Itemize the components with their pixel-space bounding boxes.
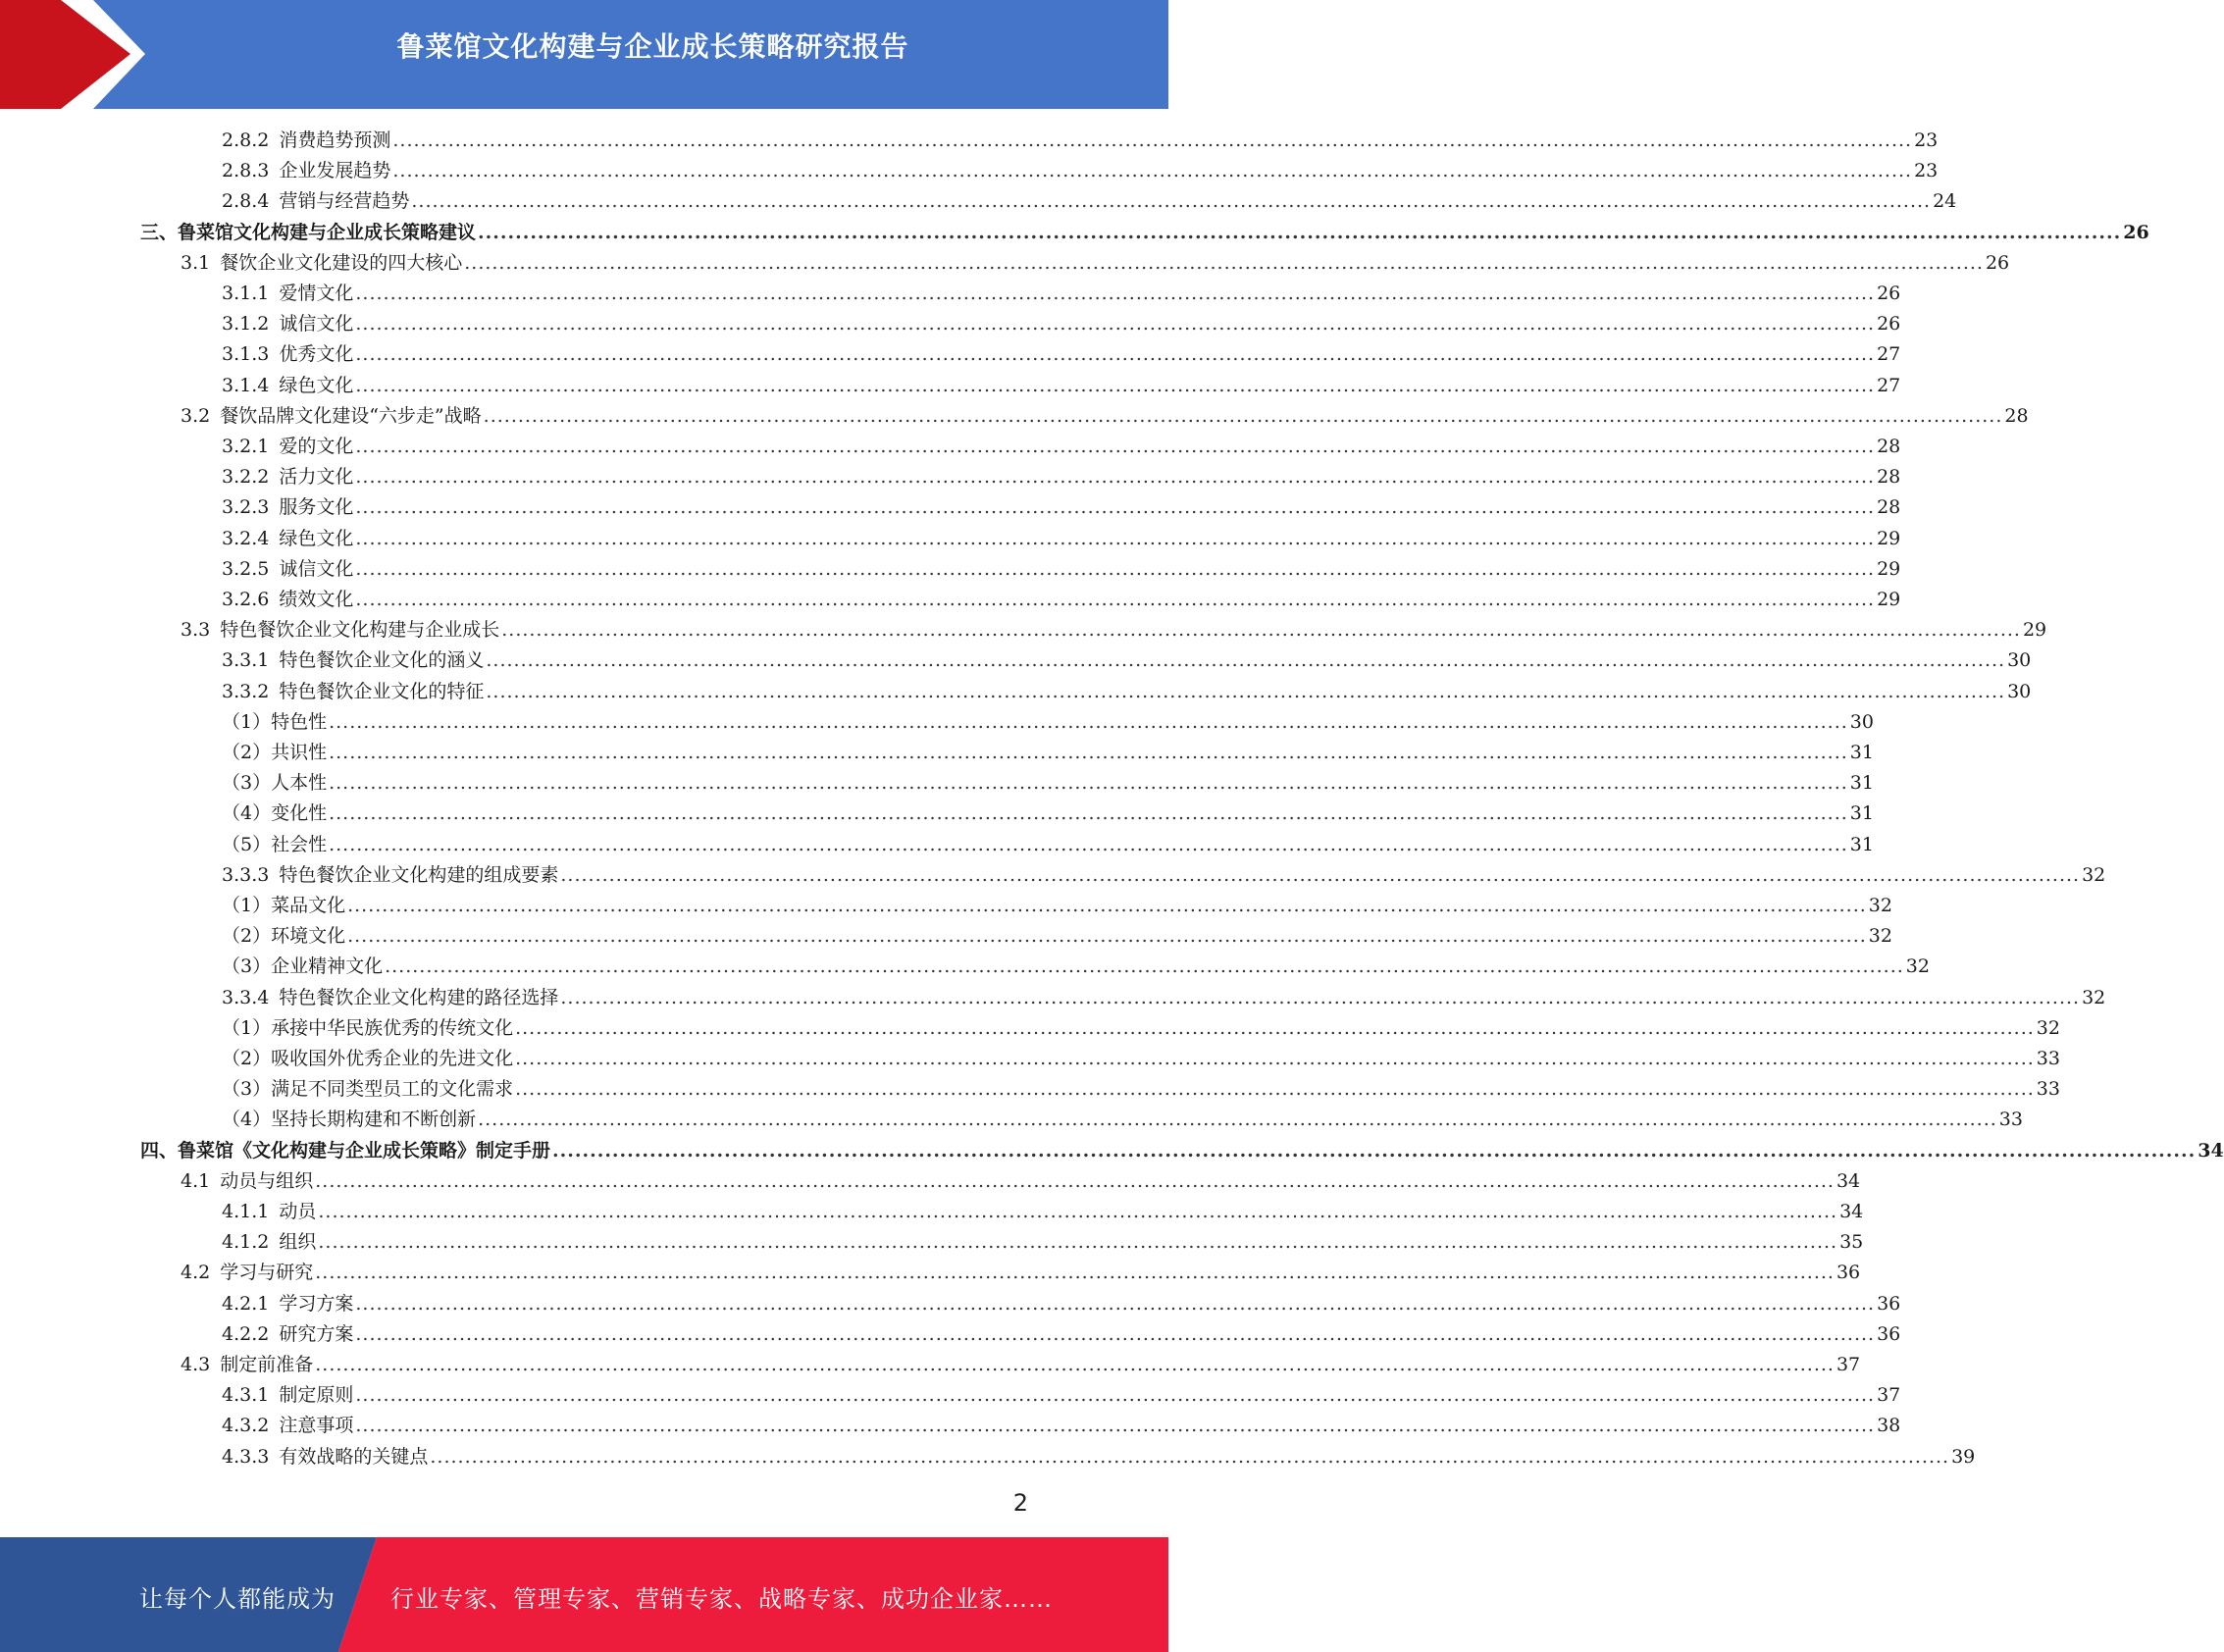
toc-entry-page: 32 [2036,1016,2060,1039]
toc-entry-title: 四、鲁菜馆《文化构建与企业成长策略》制定手册 [140,1139,551,1162]
toc-entry-number: 3.3.4 [222,986,270,1008]
toc-dot-leader: ............................................................................................................................................................................................................................ [560,986,2081,1008]
toc-entry-page: 35 [1839,1231,1864,1254]
toc-entry-number: 4.3 [181,1354,211,1375]
toc-entry-title: 特色餐饮企业文化构建与企业成长 [220,619,500,642]
toc-entry-page: 34 [2198,1139,2224,1162]
toc-entry[interactable] [222,432,1901,462]
toc-entry[interactable] [222,186,1957,217]
toc-entry-title: 餐饮企业文化建设的四大核心 [220,251,463,274]
toc-entry-title: 学习与研究 [220,1262,314,1284]
toc-dot-leader: ............................................................................................................................................................................................................................ [347,925,1867,948]
toc-entry-page: 32 [1905,955,1930,978]
toc-entry[interactable] [181,1166,1861,1197]
toc-entry-number: 2.8.2 [222,129,270,151]
toc-entry-page: 33 [2036,1048,2060,1069]
toc-entry-title: 学习方案 [279,1292,354,1315]
toc-entry-page: 38 [1877,1415,1901,1437]
toc-entry[interactable] [222,1380,1901,1411]
toc-entry-number: 3.2.4 [222,527,270,549]
toc-entry-page: 30 [2007,680,2032,702]
toc-dot-leader: ............................................................................................................................................................................................................................ [329,742,1848,763]
toc-entry-page: 31 [1849,802,1874,825]
toc-entry-page: 26 [1877,283,1901,304]
toc-entry-page: 30 [2007,649,2032,672]
toc-entry-title: 特色餐饮企业文化的特征 [279,680,485,702]
toc-entry-page: 30 [1849,710,1874,733]
toc-entry-title: 绿色文化 [279,374,354,396]
toc-entry[interactable] [222,830,1874,860]
toc-entry-title: 绿色文化 [279,527,354,549]
toc-dot-leader: ............................................................................................................................................................................................................................ [318,1231,1838,1254]
toc-entry-number: 4.2.2 [222,1322,270,1345]
toc-entry-title: 注意事项 [279,1415,354,1437]
toc-entry-number: 3.3 [181,619,211,642]
toc-dot-leader: ............................................................................................................................................................................................................................ [355,527,1876,549]
toc-entry-title: （5）社会性 [222,833,328,855]
toc-entry[interactable] [222,309,1901,339]
toc-entry-title: （1）菜品文化 [222,895,346,916]
toc-dot-leader: ............................................................................................................................................................................................................................ [486,649,2006,672]
toc-entry-page: 26 [1985,251,2010,274]
toc-entry-page: 33 [2036,1078,2060,1101]
toc-entry-page: 32 [1868,925,1892,948]
toc-entry[interactable] [222,126,1939,156]
toc-entry-page: 32 [2082,986,2106,1008]
toc-entry-title: （4）坚持长期构建和不断创新 [222,1109,477,1131]
toc-entry-number: 4.3.3 [222,1445,270,1468]
toc-entry[interactable] [181,401,2029,432]
toc-entry[interactable] [222,1074,2060,1105]
toc-dot-leader: ............................................................................................................................................................................................................................ [515,1048,2035,1069]
toc-entry-page: 37 [1877,1384,1901,1407]
toc-entry-page: 29 [1877,557,1901,580]
toc-entry-title: 优秀文化 [279,343,354,366]
toc-entry-title: 绩效文化 [279,589,354,610]
toc-entry[interactable] [181,248,2010,279]
toc-dot-leader: ............................................................................................................................................................................................................................ [552,1139,2197,1162]
toc-dot-leader: ............................................................................................................................................................................................................................ [355,589,1876,610]
toc-dot-leader: ............................................................................................................................................................................................................................ [411,190,1932,213]
toc-dot-leader: ............................................................................................................................................................................................................................ [355,1322,1876,1345]
toc-entry-number: 3.2.3 [222,496,270,519]
toc-dot-leader: ............................................................................................................................................................................................................................ [355,466,1876,489]
toc-entry[interactable] [222,891,1892,921]
toc-entry-page: 28 [1877,466,1901,489]
toc-dot-leader: ............................................................................................................................................................................................................................ [515,1078,2035,1101]
toc-entry[interactable] [222,339,1901,370]
toc-dot-leader: ............................................................................................................................................................................................................................ [355,496,1876,519]
toc-entry-title: （2）吸收国外优秀企业的先进文化 [222,1048,514,1069]
toc-entry-title: 营销与经营趋势 [279,190,410,213]
toc-entry-title: 特色餐饮企业文化的涵义 [279,649,485,672]
toc-dot-leader: ............................................................................................................................................................................................................................ [329,772,1848,795]
toc-entry[interactable] [222,921,1892,952]
toc-entry[interactable] [181,1350,1861,1380]
toc-entry-number: 3.3.2 [222,680,270,702]
toc-entry-page: 36 [1877,1322,1901,1345]
toc-entry[interactable] [222,645,2032,676]
toc-entry-number: 4.1 [181,1169,211,1192]
toc-entry-number: 3.2.5 [222,557,270,580]
toc-entry-number: 4.1.2 [222,1231,270,1254]
toc-entry-title: （2）共识性 [222,742,328,763]
toc-entry[interactable] [222,738,1874,768]
toc-dot-leader: ............................................................................................................................................................................................................................ [355,557,1876,580]
toc-entry[interactable] [222,768,1874,799]
toc-dot-leader: ............................................................................................................................................................................................................................ [315,1354,1835,1375]
toc-entry-page: 39 [1951,1445,1976,1468]
toc-entry[interactable] [222,1044,2060,1074]
toc-entry-page: 29 [1877,589,1901,610]
toc-entry[interactable] [222,1411,1901,1441]
toc-entry-title: 服务文化 [279,496,354,519]
toc-entry-title: 爱情文化 [279,283,354,304]
toc-entry-page: 28 [2004,404,2029,427]
toc-dot-leader: ............................................................................................................................................................................................................................ [355,283,1876,304]
toc-entry[interactable] [222,860,2106,891]
toc-entry-number: 3.2.2 [222,466,270,489]
toc-entry-title: （2）环境文化 [222,925,346,948]
toc-entry-title: 有效战略的关键点 [279,1445,429,1468]
page-number: 2 [1012,1489,1028,1517]
toc-entry[interactable] [140,218,2149,248]
toc-entry-number: 4.2.1 [222,1292,270,1315]
toc-entry-page: 24 [1933,190,1957,213]
toc-dot-leader: ............................................................................................................................................................................................................................ [430,1445,1950,1468]
toc-entry-title: 动员与组织 [220,1169,314,1192]
toc-entry-page: 29 [2022,619,2047,642]
toc-entry-page: 37 [1836,1354,1861,1375]
toc-dot-leader: ............................................................................................................................................................................................................................ [355,343,1876,366]
toc-entry[interactable] [222,952,1930,982]
page-header [0,0,1168,109]
toc-entry-title: 动员 [279,1201,317,1222]
toc-entry-title: 研究方案 [279,1322,354,1345]
toc-entry-page: 29 [1877,527,1901,549]
toc-entry-number: 3.1.4 [222,374,270,396]
toc-entry[interactable] [222,677,2032,707]
report-title: 鲁菜馆文化构建与企业成长策略研究报告 [396,30,909,63]
toc-entry[interactable] [222,554,1901,585]
toc-dot-leader: ............................................................................................................................................................................................................................ [560,863,2081,886]
red-chevron-decoration [0,0,157,109]
toc-entry-page: 28 [1877,436,1901,457]
toc-entry-page: 31 [1849,833,1874,855]
page-footer [0,1537,1168,1652]
toc-entry-number: 4.1.1 [222,1201,270,1222]
toc-entry-number: 3.3.3 [222,863,270,886]
toc-entry-number: 3.1.2 [222,313,270,336]
toc-dot-leader: ............................................................................................................................................................................................................................ [486,680,2006,702]
toc-entry-page: 23 [1914,160,1939,182]
toc-dot-leader: ............................................................................................................................................................................................................................ [315,1169,1835,1192]
toc-dot-leader: ............................................................................................................................................................................................................................ [501,619,2021,642]
footer-slogan-right: 行业专家、管理专家、营销专家、战略专家、成功企业家…… [390,1585,1053,1613]
toc-entry-title: 制定原则 [279,1384,354,1407]
toc-entry[interactable] [222,1442,1976,1472]
toc-dot-leader: ............................................................................................................................................................................................................................ [478,221,2122,243]
toc-entry-number: 2.8.4 [222,190,270,213]
toc-entry-title: 诚信文化 [279,557,354,580]
toc-entry[interactable] [222,1289,1901,1319]
toc-entry-page: 31 [1849,772,1874,795]
toc-entry[interactable] [222,492,1901,523]
toc-entry-page: 36 [1877,1292,1901,1315]
toc-entry-page: 32 [2082,863,2106,886]
toc-entry[interactable] [222,1197,1864,1227]
toc-entry-page: 26 [1877,313,1901,336]
toc-entry-number: 3.1.1 [222,283,270,304]
toc-entry-page: 34 [1836,1169,1861,1192]
toc-entry-title: （1）特色性 [222,710,328,733]
toc-entry-page: 27 [1877,374,1901,396]
toc-entry-title: （4）变化性 [222,802,328,825]
toc-entry[interactable] [222,524,1901,554]
toc-entry-title: （3）人本性 [222,772,328,795]
toc-entry-number: 3.2.6 [222,589,270,610]
toc-entry-number: 4.3.2 [222,1415,270,1437]
toc-entry-number: 4.2 [181,1262,211,1284]
toc-entry-title: （3）企业精神文化 [222,955,384,978]
toc-entry-title: （3）满足不同类型员工的文化需求 [222,1078,514,1101]
toc-entry-title: 特色餐饮企业文化构建的路径选择 [279,986,559,1008]
toc-entry-number: 3.3.1 [222,649,270,672]
toc-entry-page: 26 [2123,221,2149,243]
toc-entry[interactable] [181,615,2047,645]
toc-dot-leader: ............................................................................................................................................................................................................................ [355,313,1876,336]
toc-entry-number: 3.1 [181,251,211,274]
toc-dot-leader: ............................................................................................................................................................................................................................ [329,833,1848,855]
toc-entry-title: 组织 [279,1231,317,1254]
toc-entry-number: 3.2.1 [222,436,270,457]
toc-entry-title: 消费趋势预测 [279,129,391,151]
toc-entry[interactable] [222,1227,1864,1258]
toc-entry-page: 28 [1877,496,1901,519]
toc-entry-title: 企业发展趋势 [279,160,391,182]
toc-dot-leader: ............................................................................................................................................................................................................................ [329,710,1848,733]
toc-entry-title: 特色餐饮企业文化构建的组成要素 [279,863,559,886]
toc-entry-number: 3.2 [181,404,211,427]
toc-entry-page: 36 [1836,1262,1861,1284]
toc-dot-leader: ............................................................................................................................................................................................................................ [355,1384,1876,1407]
toc-entry-page: 33 [1998,1109,2023,1131]
toc-dot-leader: ............................................................................................................................................................................................................................ [329,802,1848,825]
toc-entry-title: 制定前准备 [220,1354,314,1375]
toc-entry[interactable] [222,156,1939,186]
footer-slogan-left: 让每个人都能成为 [139,1585,336,1613]
toc-entry-title: （1）承接中华民族优秀的传统文化 [222,1016,514,1039]
toc-entry-number: 3.1.3 [222,343,270,366]
toc-dot-leader: ............................................................................................................................................................................................................................ [355,374,1876,396]
toc-dot-leader: ............................................................................................................................................................................................................................ [515,1016,2035,1039]
toc-dot-leader: ............................................................................................................................................................................................................................ [392,160,1913,182]
toc-entry-page: 31 [1849,742,1874,763]
toc-dot-leader: ............................................................................................................................................................................................................................ [483,404,2003,427]
toc-entry-page: 32 [1868,895,1892,916]
toc-entry[interactable] [222,371,1901,401]
toc-entry-number: 2.8.3 [222,160,270,182]
toc-entry[interactable] [222,707,1874,738]
toc-entry[interactable] [222,983,2106,1013]
toc-dot-leader: ............................................................................................................................................................................................................................ [347,895,1867,916]
toc-dot-leader: ............................................................................................................................................................................................................................ [318,1201,1838,1222]
toc-entry[interactable] [222,585,1901,615]
toc-dot-leader: ............................................................................................................................................................................................................................ [355,1415,1876,1437]
toc-dot-leader: ............................................................................................................................................................................................................................ [392,129,1913,151]
toc-entry-title: 三、鲁菜馆文化构建与企业成长策略建议 [140,221,477,243]
toc-entry[interactable] [222,1105,2023,1135]
toc-entry[interactable] [181,1258,1861,1288]
toc-entry-title: 诚信文化 [279,313,354,336]
toc-entry-title: 餐饮品牌文化建设“六步走”战略 [220,404,482,427]
toc-entry-title: 活力文化 [279,466,354,489]
toc-dot-leader: ............................................................................................................................................................................................................................ [478,1109,1997,1131]
toc-entry[interactable] [222,1319,1901,1350]
toc-dot-leader: ............................................................................................................................................................................................................................ [355,436,1876,457]
toc-entry[interactable] [222,799,1874,829]
toc-dot-leader: ............................................................................................................................................................................................................................ [355,1292,1876,1315]
toc-entry-page: 34 [1839,1201,1864,1222]
toc-entry[interactable] [140,1136,2224,1166]
toc-entry[interactable] [222,462,1901,492]
toc-entry[interactable] [222,1013,2060,1044]
toc-entry-page: 27 [1877,343,1901,366]
toc-entry-page: 23 [1914,129,1939,151]
toc-entry[interactable] [222,279,1901,309]
toc-dot-leader: ............................................................................................................................................................................................................................ [385,955,1904,978]
toc-entry-number: 4.3.1 [222,1384,270,1407]
toc-dot-leader: ............................................................................................................................................................................................................................ [464,251,1984,274]
toc-entry-title: 爱的文化 [279,436,354,457]
toc-dot-leader: ............................................................................................................................................................................................................................ [315,1262,1835,1284]
